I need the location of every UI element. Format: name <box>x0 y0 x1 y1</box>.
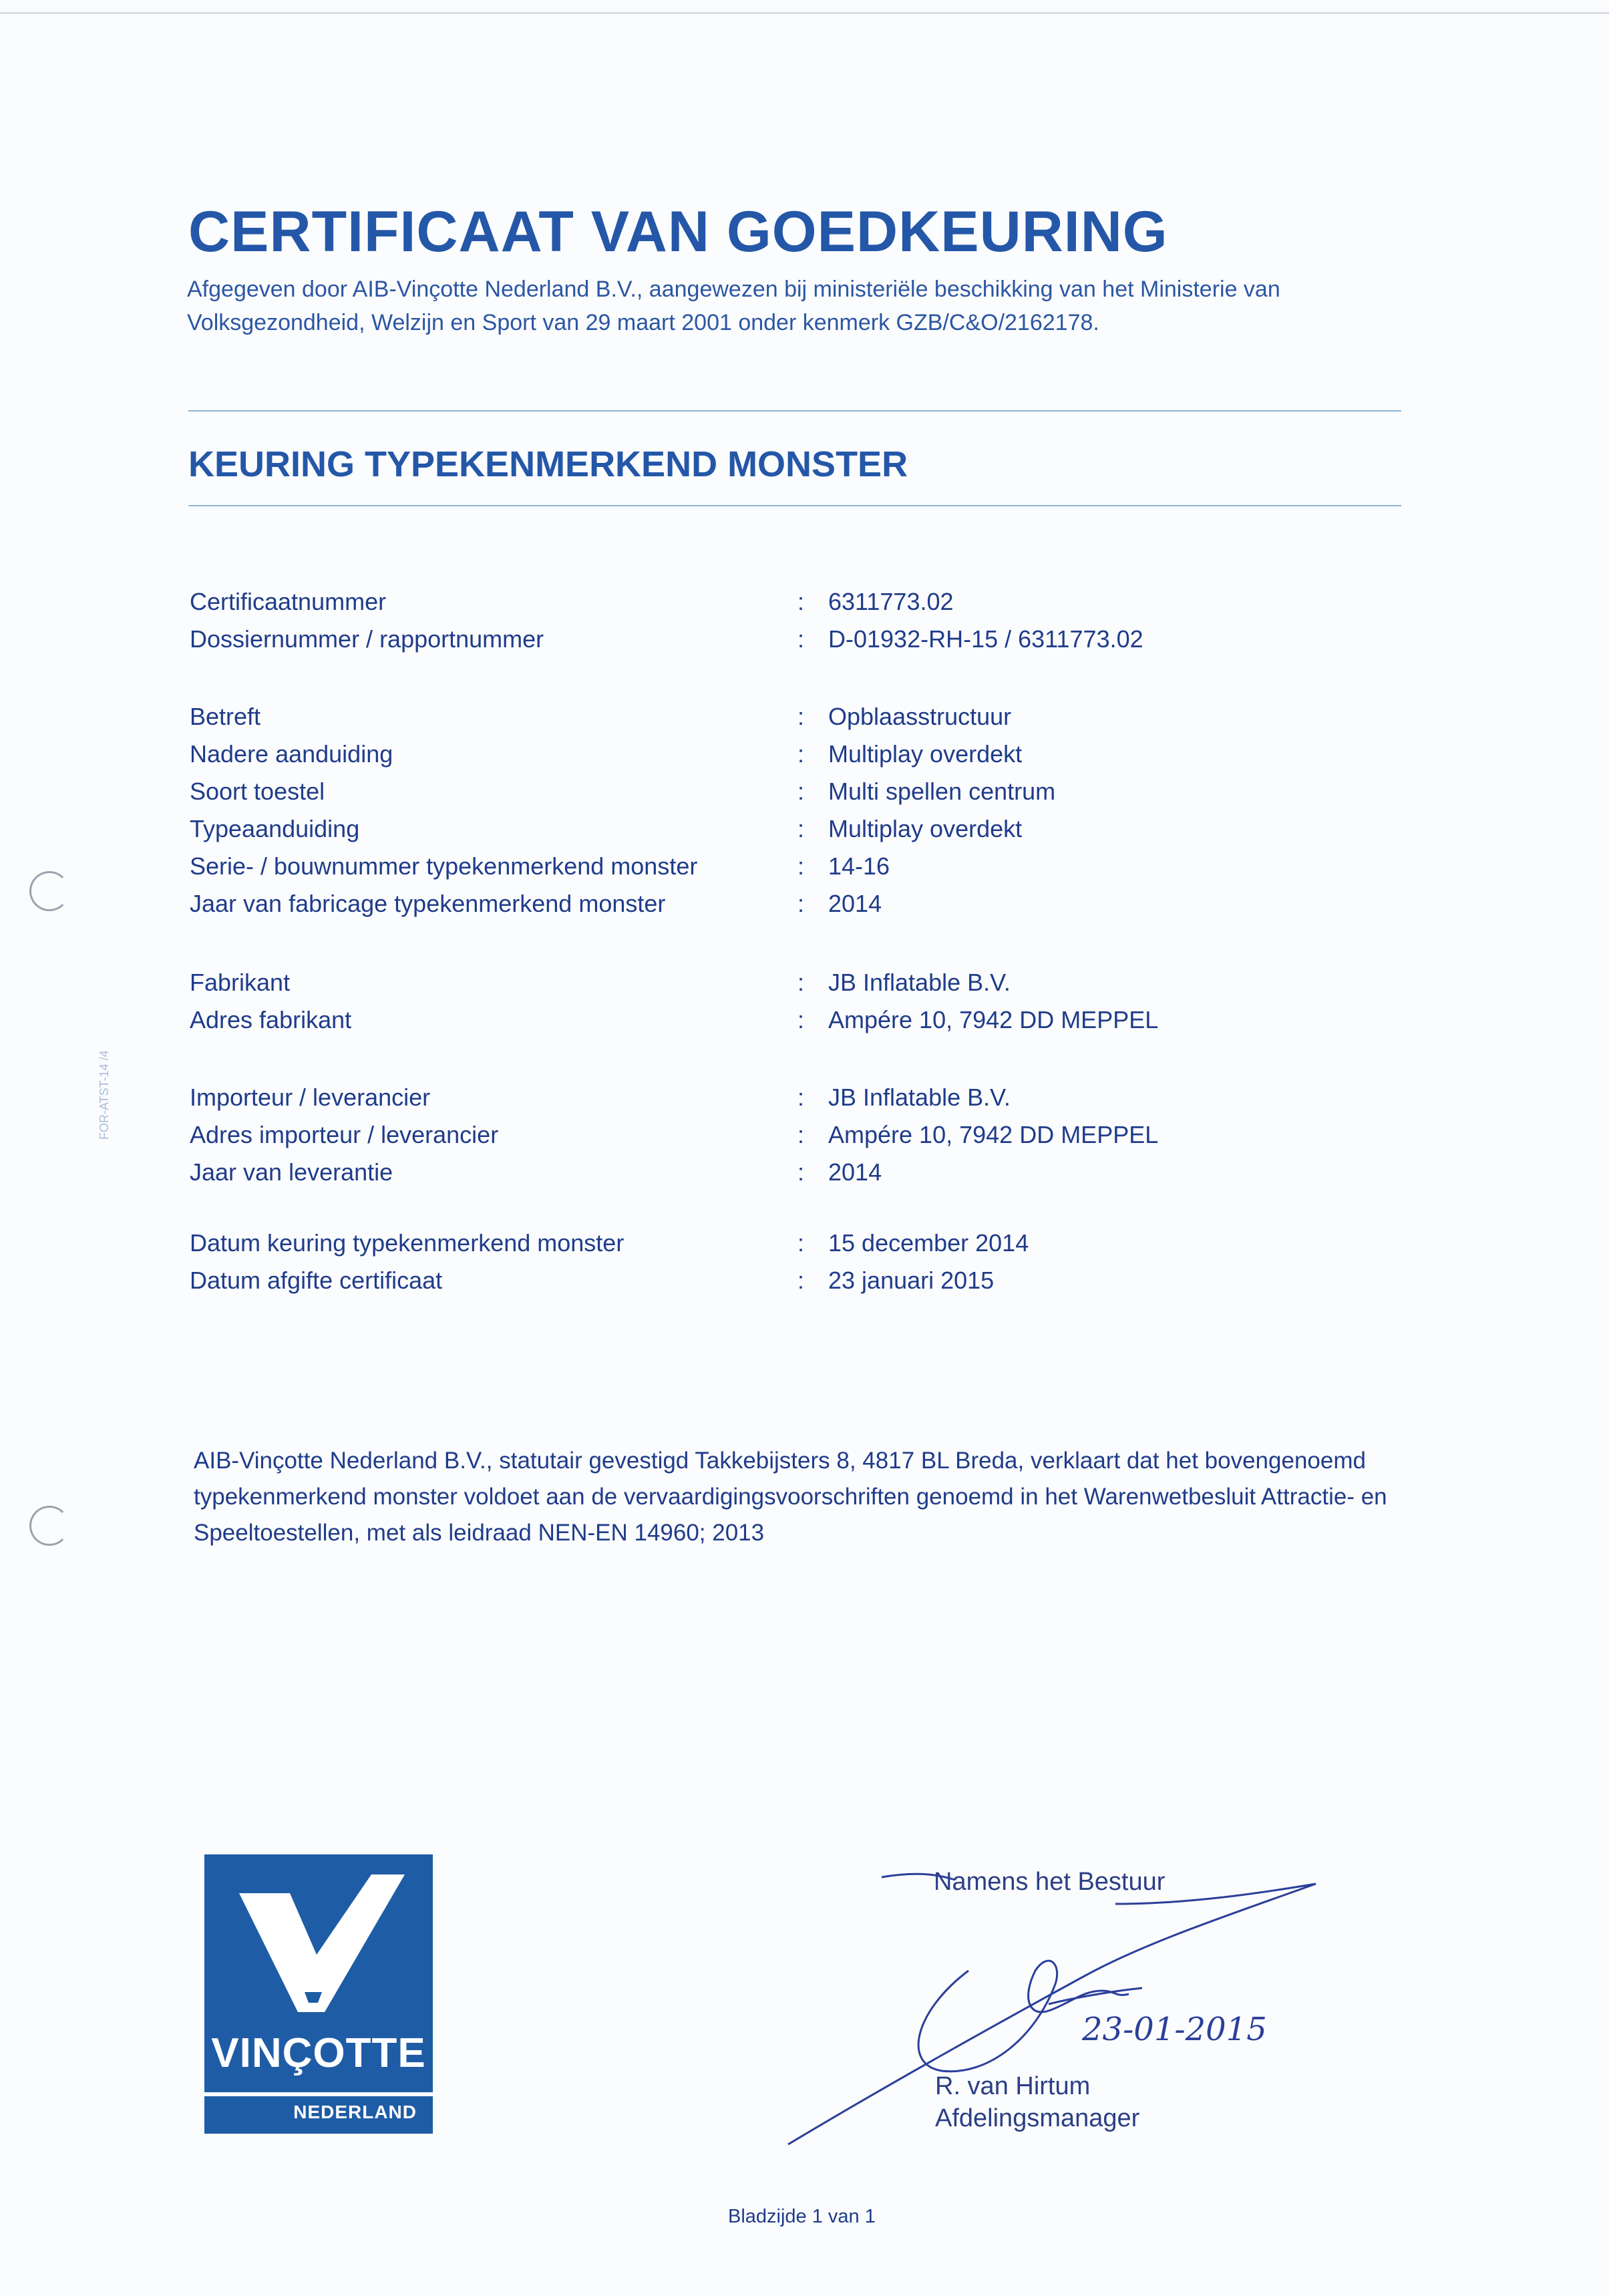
field-label: Datum afgifte certificaat <box>190 1267 443 1294</box>
field-separator: : <box>797 778 805 805</box>
field-label: Jaar van leverantie <box>190 1158 393 1186</box>
on-behalf-label: Namens het Bestuur <box>934 1868 1166 1896</box>
field-value: 2014 <box>828 890 882 917</box>
vincotte-logo <box>204 1854 433 2134</box>
logo-subtitle: NEDERLAND <box>293 2102 417 2122</box>
field-separator: : <box>797 625 805 653</box>
field-label: Serie- / bouwnummer typekenmerkend monster <box>190 852 698 880</box>
punch-hole-top <box>29 871 69 911</box>
field-value: Multi spellen centrum <box>828 778 1056 805</box>
field-label: Datum keuring typekenmerkend monster <box>190 1229 624 1257</box>
field-separator: : <box>797 890 805 917</box>
logo-divider <box>204 2092 433 2096</box>
punch-hole-bottom <box>29 1506 69 1546</box>
field-value: Multiplay overdekt <box>828 815 1023 842</box>
field-row <box>190 703 1258 742</box>
field-value: Multiplay overdekt <box>828 740 1023 768</box>
field-label: Soort toestel <box>190 778 325 805</box>
field-separator: : <box>797 1229 805 1257</box>
field-value: D-01932-RH-15 / 6311773.02 <box>828 625 1143 653</box>
field-separator: : <box>797 703 805 730</box>
field-value: JB Inflatable B.V. <box>828 1084 1011 1111</box>
field-row <box>190 852 1258 891</box>
field-separator: : <box>797 969 805 996</box>
checkmark-icon <box>204 1854 433 2028</box>
field-row <box>190 1084 1258 1122</box>
field-value: 6311773.02 <box>828 588 954 615</box>
section-title: KEURING TYPEKENMERKEND MONSTER <box>188 444 908 484</box>
field-separator: : <box>797 740 805 768</box>
field-row <box>190 778 1258 816</box>
signer-role: Afdelingsmanager <box>935 2104 1140 2132</box>
field-label: Adres fabrikant <box>190 1006 352 1033</box>
field-separator: : <box>797 1006 805 1033</box>
field-label: Jaar van fabricage typekenmerkend monster <box>190 890 666 917</box>
field-value: Ampére 10, 7942 DD MEPPEL <box>828 1006 1159 1033</box>
field-value: 2014 <box>828 1158 882 1186</box>
field-row <box>190 969 1258 1007</box>
declaration-statement: AIB-Vinçotte Nederland B.V., statutair gevestigd Takkebijsters 8, 4817 BL Breda, verklaart dat het bovengenoemd typekenmerkend monster voldoet aan de vervaardigingsvoorschriften genoemd in het Warenwetbesluit Attractie- en Speeltoestellen, met als leidraad NEN-EN 14960; 2013 <box>194 1448 1387 1546</box>
certificate-title: CERTIFICAAT VAN GOEDKEURING <box>188 200 1168 264</box>
field-row <box>190 1121 1258 1160</box>
section-rule-bottom <box>188 505 1401 506</box>
page-number: Bladzijde 1 van 1 <box>728 2206 876 2227</box>
handwritten-date: 23-01-2015 <box>1082 2011 1267 2048</box>
field-value: JB Inflatable B.V. <box>828 969 1011 996</box>
field-separator: : <box>797 1267 805 1294</box>
field-row <box>190 815 1258 854</box>
field-row <box>190 1267 1258 1305</box>
field-separator: : <box>797 1158 805 1186</box>
form-code: FOR-ATST-14 /4 <box>98 1050 111 1140</box>
field-value: 15 december 2014 <box>828 1229 1029 1257</box>
field-label: Typeaanduiding <box>190 815 360 842</box>
signer-name: R. van Hirtum <box>935 2072 1091 2100</box>
field-value: 23 januari 2015 <box>828 1267 995 1294</box>
field-label: Fabrikant <box>190 969 291 996</box>
field-row <box>190 890 1258 929</box>
field-label: Certificaatnummer <box>190 588 387 615</box>
field-label: Nadere aanduiding <box>190 740 393 768</box>
issuer-intro: Afgegeven door AIB-Vinçotte Nederland B.V., aangewezen bij ministeriële beschikking van het Ministerie van Volksgezondheid, Welzijn en Sport van 29 maart 2001 onder kenmerk GZB/C&O/2162178. <box>187 277 1280 335</box>
scan-top-edge <box>0 12 1609 14</box>
field-label: Dossiernummer / rapportnummer <box>190 625 544 653</box>
field-label: Importeur / leverancier <box>190 1084 431 1111</box>
field-value: Opblaasstructuur <box>828 703 1012 730</box>
field-separator: : <box>797 588 805 615</box>
field-label: Betreft <box>190 703 261 730</box>
logo-brand: VINÇOTTE <box>211 2030 426 2076</box>
field-row <box>190 1006 1258 1045</box>
field-separator: : <box>797 815 805 842</box>
field-separator: : <box>797 1084 805 1111</box>
field-label: Adres importeur / leverancier <box>190 1121 499 1148</box>
field-value: Ampére 10, 7942 DD MEPPEL <box>828 1121 1159 1148</box>
field-row <box>190 740 1258 779</box>
field-separator: : <box>797 1121 805 1148</box>
field-value: 14-16 <box>828 852 890 880</box>
field-separator: : <box>797 852 805 880</box>
field-row <box>190 588 1258 627</box>
field-row <box>190 625 1258 664</box>
section-rule-top <box>188 410 1401 412</box>
field-row <box>190 1229 1258 1268</box>
field-row <box>190 1158 1258 1197</box>
